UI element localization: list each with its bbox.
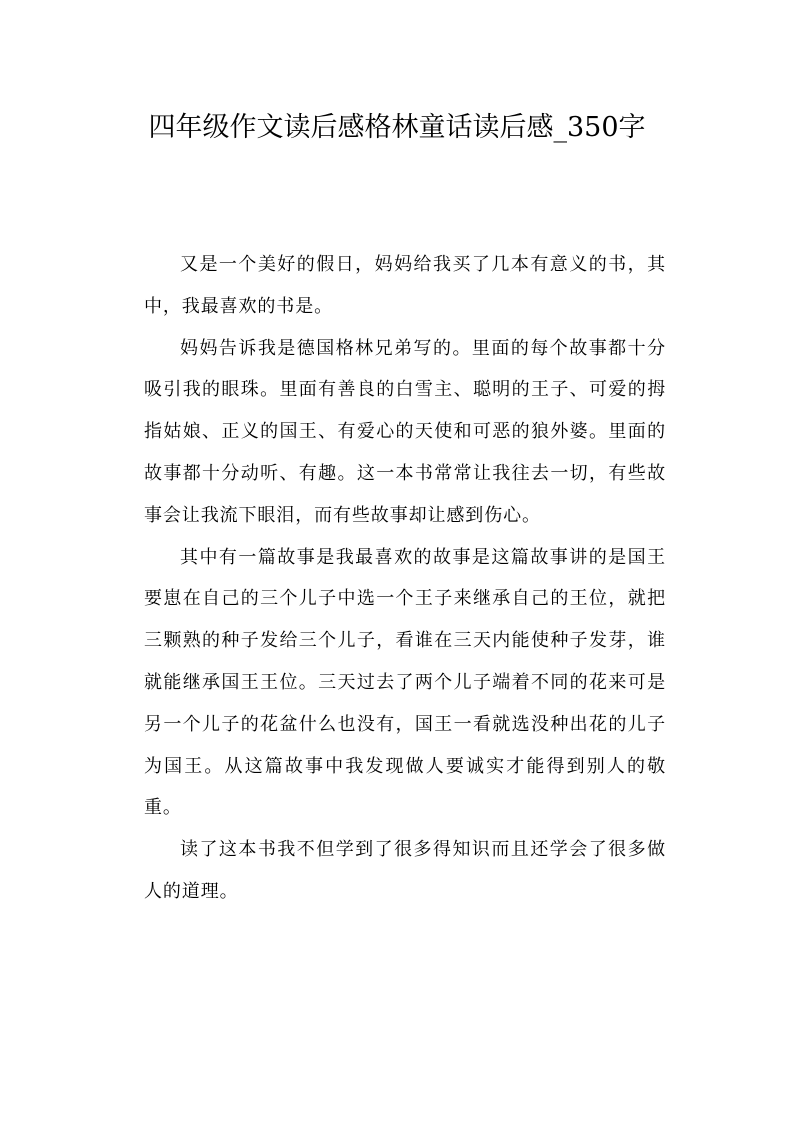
paragraph-2: 妈妈告诉我是德国格林兄弟写的。里面的每个故事都十分吸引我的眼珠。里面有善良的白雪主、聪明的王子、可爱的拇指姑娘、正义的国王、有爱心的天使和可恶的狼外婆。里面的故事都十分动听、有趣。这一本书常常让我往去一切，有些故事会让我流下眼泪，而有些故事却让感到伤心。 bbox=[144, 337, 666, 526]
paragraph-4: 读了这本书我不但学到了很多得知识而且还学会了很多做人的道理。 bbox=[144, 839, 666, 902]
paragraph-3: 其中有一篇故事是我最喜欢的故事是这篇故事讲的是国王要崽在自己的三个儿子中选一个王子来继承自己的王位，就把三颗熟的种子发给三个儿子，看谁在三天内能使种子发芽，谁就能继承国王王位。三天过去了两个儿子端着不同的花来可是另一个儿子的花盆什么也没有，国王一看就选没种出花的儿子为国王。从这篇故事中我发现做人要诚实才能得到别人的敬重。 bbox=[144, 546, 666, 819]
paragraph-1: 又是一个美好的假日，妈妈给我买了几本有意义的书，其中，我最喜欢的书是。 bbox=[144, 254, 666, 317]
document-body bbox=[144, 244, 666, 913]
page-title: 四年级作文读后感格林童话读后感_350字 bbox=[148, 112, 646, 143]
